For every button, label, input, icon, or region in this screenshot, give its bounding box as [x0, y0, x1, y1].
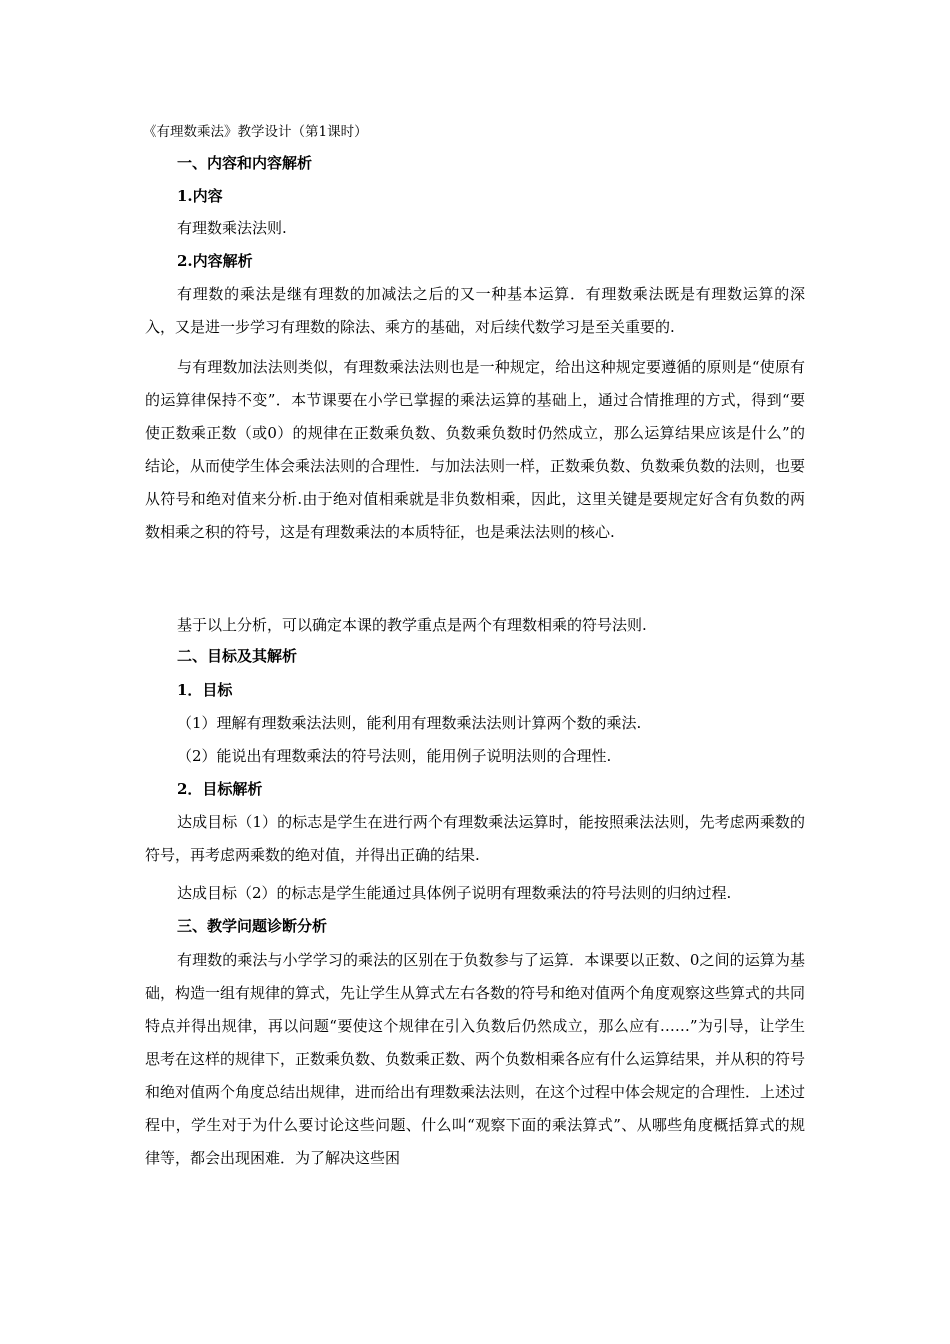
document-title: 《有理数乘法》教学设计（第1课时） [143, 124, 368, 140]
section1-paragraph-1: 有理数的乘法是继有理数的加减法之后的又一种基本运算．有理数乘法既是有理数运算的深入，又是进一步学习有理数的除法、乘方的基础，对后续代数学习是至关重要的. [145, 285, 805, 336]
section2-sub2-heading: 2．目标解析 [177, 780, 263, 798]
section3-paragraph-1: 有理数的乘法与小学学习的乘法的区别在于负数参与了运算．本课要以正数、0之间的运算为基础，构造一组有规律的算式，先让学生从算式左右各数的符号和绝对值两个角度观察这些算式的共同特点并得出规律，再以问题“要使这个规律在引入负数后仍然成立，那么应有……”为引导，让学生思考在这样的规律下，正数乘负数、负数乘正数、两个负数相乘各应有什么运算结果，并从积的符号和绝对值两个角度总结出规律，进而给出有理数乘法法则，在这个过程中体会规定的合理性．上述过程中，学生对于为什么要讨论这些问题、什么叫“观察下面的乘法算式”、从哪些角度概括算式的规律等，都会出现困难．为了解决这些困 [145, 951, 806, 1167]
section2-paragraph-1: 达成目标（1）的标志是学生在进行两个有理数乘法运算时，能按照乘法法则，先考虑两乘数的符号，再考虑两乘数的绝对值，并得出正确的结果. [145, 813, 805, 864]
section1-sub2-heading: 2.内容解析 [177, 252, 253, 270]
section1-sub1-text: 有理数乘法法则. [177, 219, 287, 237]
section2-heading: 二、目标及其解析 [177, 647, 298, 665]
goal-1: （1）理解有理数乘法法则，能利用有理数乘法法则计算两个数的乘法. [177, 714, 642, 732]
section2-sub1-heading: 1．目标 [177, 681, 233, 699]
section3-heading: 三、教学问题诊断分析 [177, 917, 328, 935]
section1-paragraph-3: 基于以上分析，可以确定本课的教学重点是两个有理数相乘的符号法则. [177, 616, 647, 634]
goal-2: （2）能说出有理数乘法的符号法则，能用例子说明法则的合理性. [177, 747, 612, 765]
section2-paragraph-2: 达成目标（2）的标志是学生能通过具体例子说明有理数乘法的符号法则的归纳过程. [177, 884, 732, 902]
section1-heading: 一、内容和内容解析 [177, 154, 313, 172]
section1-sub1-heading: 1.内容 [177, 187, 223, 205]
section1-paragraph-2: 与有理数加法法则类似，有理数乘法法则也是一种规定，给出这种规定要遵循的原则是“使原有的运算律保持不变”．本节课要在小学已掌握的乘法运算的基础上，通过合情推理的方式，得到“要使正数乘正数（或0）的规律在正数乘负数、负数乘负数时仍然成立，那么运算结果应该是什么”的结论，从而使学生体会乘法法则的合理性．与加法法则一样，正数乘负数、负数乘负数的法则，也要从符号和绝对值来分析.由于绝对值相乘就是非负数相乘，因此，这里关键是要规定好含有负数的两数相乘之积的符号，这是有理数乘法的本质特征，也是乘法法则的核心. [145, 358, 806, 541]
